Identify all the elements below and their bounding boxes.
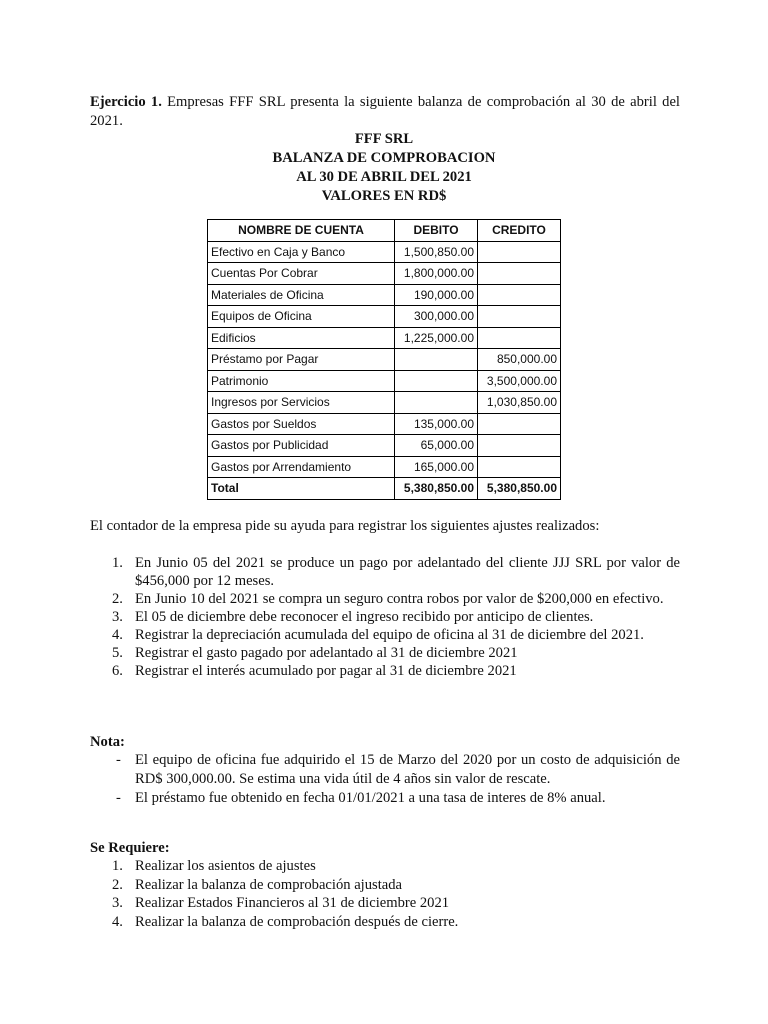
trial-balance-table — [207, 219, 561, 500]
credit-value: 1,030,850.00 — [478, 392, 561, 414]
credit-value — [478, 413, 561, 435]
header-credit: CREDITO — [478, 220, 561, 242]
list-item — [90, 789, 680, 808]
credit-value: 3,500,000.00 — [478, 370, 561, 392]
list-item — [90, 662, 680, 680]
header-account-name: NOMBRE DE CUENTA — [208, 220, 395, 242]
list-item — [90, 751, 680, 789]
table-row — [208, 263, 561, 285]
item-number: 3. — [112, 609, 123, 625]
item-number: 1. — [112, 858, 123, 874]
list-item — [90, 913, 680, 932]
account-name: Préstamo por Pagar — [208, 349, 395, 371]
table-row — [208, 284, 561, 306]
requirements-heading: Se Requiere: — [90, 840, 170, 856]
credit-value — [478, 327, 561, 349]
account-name: Patrimonio — [208, 370, 395, 392]
account-name: Gastos por Publicidad — [208, 435, 395, 457]
table-row — [208, 306, 561, 328]
total-debit: 5,380,850.00 — [395, 478, 478, 500]
report-date: AL 30 DE ABRIL DEL 2021 — [296, 169, 472, 185]
adjustments-list — [90, 554, 680, 680]
table-row — [208, 413, 561, 435]
total-credit: 5,380,850.00 — [478, 478, 561, 500]
debit-value: 1,500,850.00 — [395, 241, 478, 263]
note-text: El préstamo fue obtenido en fecha 01/01/2021 a una tasa de interes de 8% anual. — [135, 790, 606, 806]
item-number: 4. — [112, 913, 123, 930]
table-row — [208, 327, 561, 349]
company-name: FFF SRL — [354, 131, 414, 147]
item-number: 1. — [112, 555, 123, 571]
item-text: Registrar el interés acumulado por pagar al 31 de diciembre 2021 — [135, 663, 517, 679]
debit-value: 190,000.00 — [395, 284, 478, 306]
item-number: 5. — [112, 645, 123, 661]
list-item — [90, 894, 680, 913]
table-row — [208, 456, 561, 478]
table-total-row — [208, 478, 561, 500]
list-item — [90, 626, 680, 644]
debit-value — [395, 349, 478, 371]
item-number: 6. — [112, 663, 123, 679]
item-text: Registrar el gasto pagado por adelantado al 31 de diciembre 2021 — [135, 645, 518, 661]
credit-value — [478, 284, 561, 306]
item-number: 4. — [112, 627, 123, 643]
table-row — [208, 241, 561, 263]
list-item — [90, 554, 680, 590]
item-text: Registrar la depreciación acumulada del equipo de oficina al 31 de diciembre del 2021. — [135, 627, 644, 643]
credit-value — [478, 241, 561, 263]
credit-value: 850,000.00 — [478, 349, 561, 371]
account-name: Efectivo en Caja y Banco — [208, 241, 395, 263]
item-text: Realizar la balanza de comprobación ajustada — [135, 876, 403, 893]
credit-value — [478, 456, 561, 478]
debit-value: 1,225,000.00 — [395, 327, 478, 349]
table-row — [208, 435, 561, 457]
account-name: Cuentas Por Cobrar — [208, 263, 395, 285]
notes-list — [90, 751, 680, 808]
account-name: Edificios — [208, 327, 395, 349]
request-paragraph: El contador de la empresa pide su ayuda para registrar los siguientes ajustes realizados: — [90, 518, 600, 534]
item-text: En Junio 05 del 2021 se produce un pago por adelantado del cliente JJJ SRL por valor de $456,000 por 12 meses. — [135, 555, 680, 589]
report-currency: VALORES EN RD$ — [321, 188, 447, 204]
report-title: BALANZA DE COMPROBACION — [272, 150, 496, 166]
account-name: Ingresos por Servicios — [208, 392, 395, 414]
list-item — [90, 876, 680, 895]
list-item — [90, 608, 680, 626]
table-row — [208, 392, 561, 414]
item-text: Realizar Estados Financieros al 31 de diciembre 2021 — [135, 895, 450, 911]
debit-value: 135,000.00 — [395, 413, 478, 435]
table-header-row — [208, 220, 561, 242]
table-row — [208, 349, 561, 371]
list-item — [90, 590, 680, 608]
item-number: 3. — [112, 895, 123, 911]
list-item — [90, 644, 680, 662]
account-name: Equipos de Oficina — [208, 306, 395, 328]
exercise-text: Empresas FFF SRL presenta la siguiente balanza de comprobación al 30 de abril del 2021. — [90, 94, 680, 129]
credit-value — [478, 435, 561, 457]
note-heading: Nota: — [90, 734, 125, 750]
item-text: En Junio 10 del 2021 se compra un seguro contra robos por valor de $200,000 en efectivo. — [135, 591, 664, 607]
debit-value: 165,000.00 — [395, 456, 478, 478]
debit-value — [395, 370, 478, 392]
debit-value: 65,000.00 — [395, 435, 478, 457]
account-name: Gastos por Arrendamiento — [208, 456, 395, 478]
list-item — [90, 857, 680, 876]
table-row — [208, 370, 561, 392]
header-debit: DEBITO — [395, 220, 478, 242]
dash-marker: - — [116, 752, 121, 768]
item-number: 2. — [112, 591, 123, 607]
dash-marker: - — [116, 790, 121, 806]
debit-value — [395, 392, 478, 414]
note-text: El equipo de oficina fue adquirido el 15 de Marzo del 2020 por un costo de adquisición de RD$ 300,000.00. Se estima una vida útil de 4 años sin valor de rescate. — [135, 752, 680, 787]
item-text: Realizar los asientos de ajustes — [135, 858, 316, 874]
credit-value — [478, 306, 561, 328]
total-label: Total — [208, 478, 395, 500]
item-text: El 05 de diciembre debe reconocer el ingreso recibido por anticipo de clientes. — [135, 609, 594, 625]
debit-value: 1,800,000.00 — [395, 263, 478, 285]
requirements-list — [90, 857, 680, 931]
item-number: 2. — [112, 876, 123, 893]
account-name: Materiales de Oficina — [208, 284, 395, 306]
title-block — [0, 130, 768, 206]
account-name: Gastos por Sueldos — [208, 413, 395, 435]
exercise-intro — [90, 93, 680, 131]
item-text: Realizar la balanza de comprobación después de cierre. — [135, 913, 459, 930]
debit-value: 300,000.00 — [395, 306, 478, 328]
exercise-label: Ejercicio 1. — [90, 94, 162, 110]
credit-value — [478, 263, 561, 285]
